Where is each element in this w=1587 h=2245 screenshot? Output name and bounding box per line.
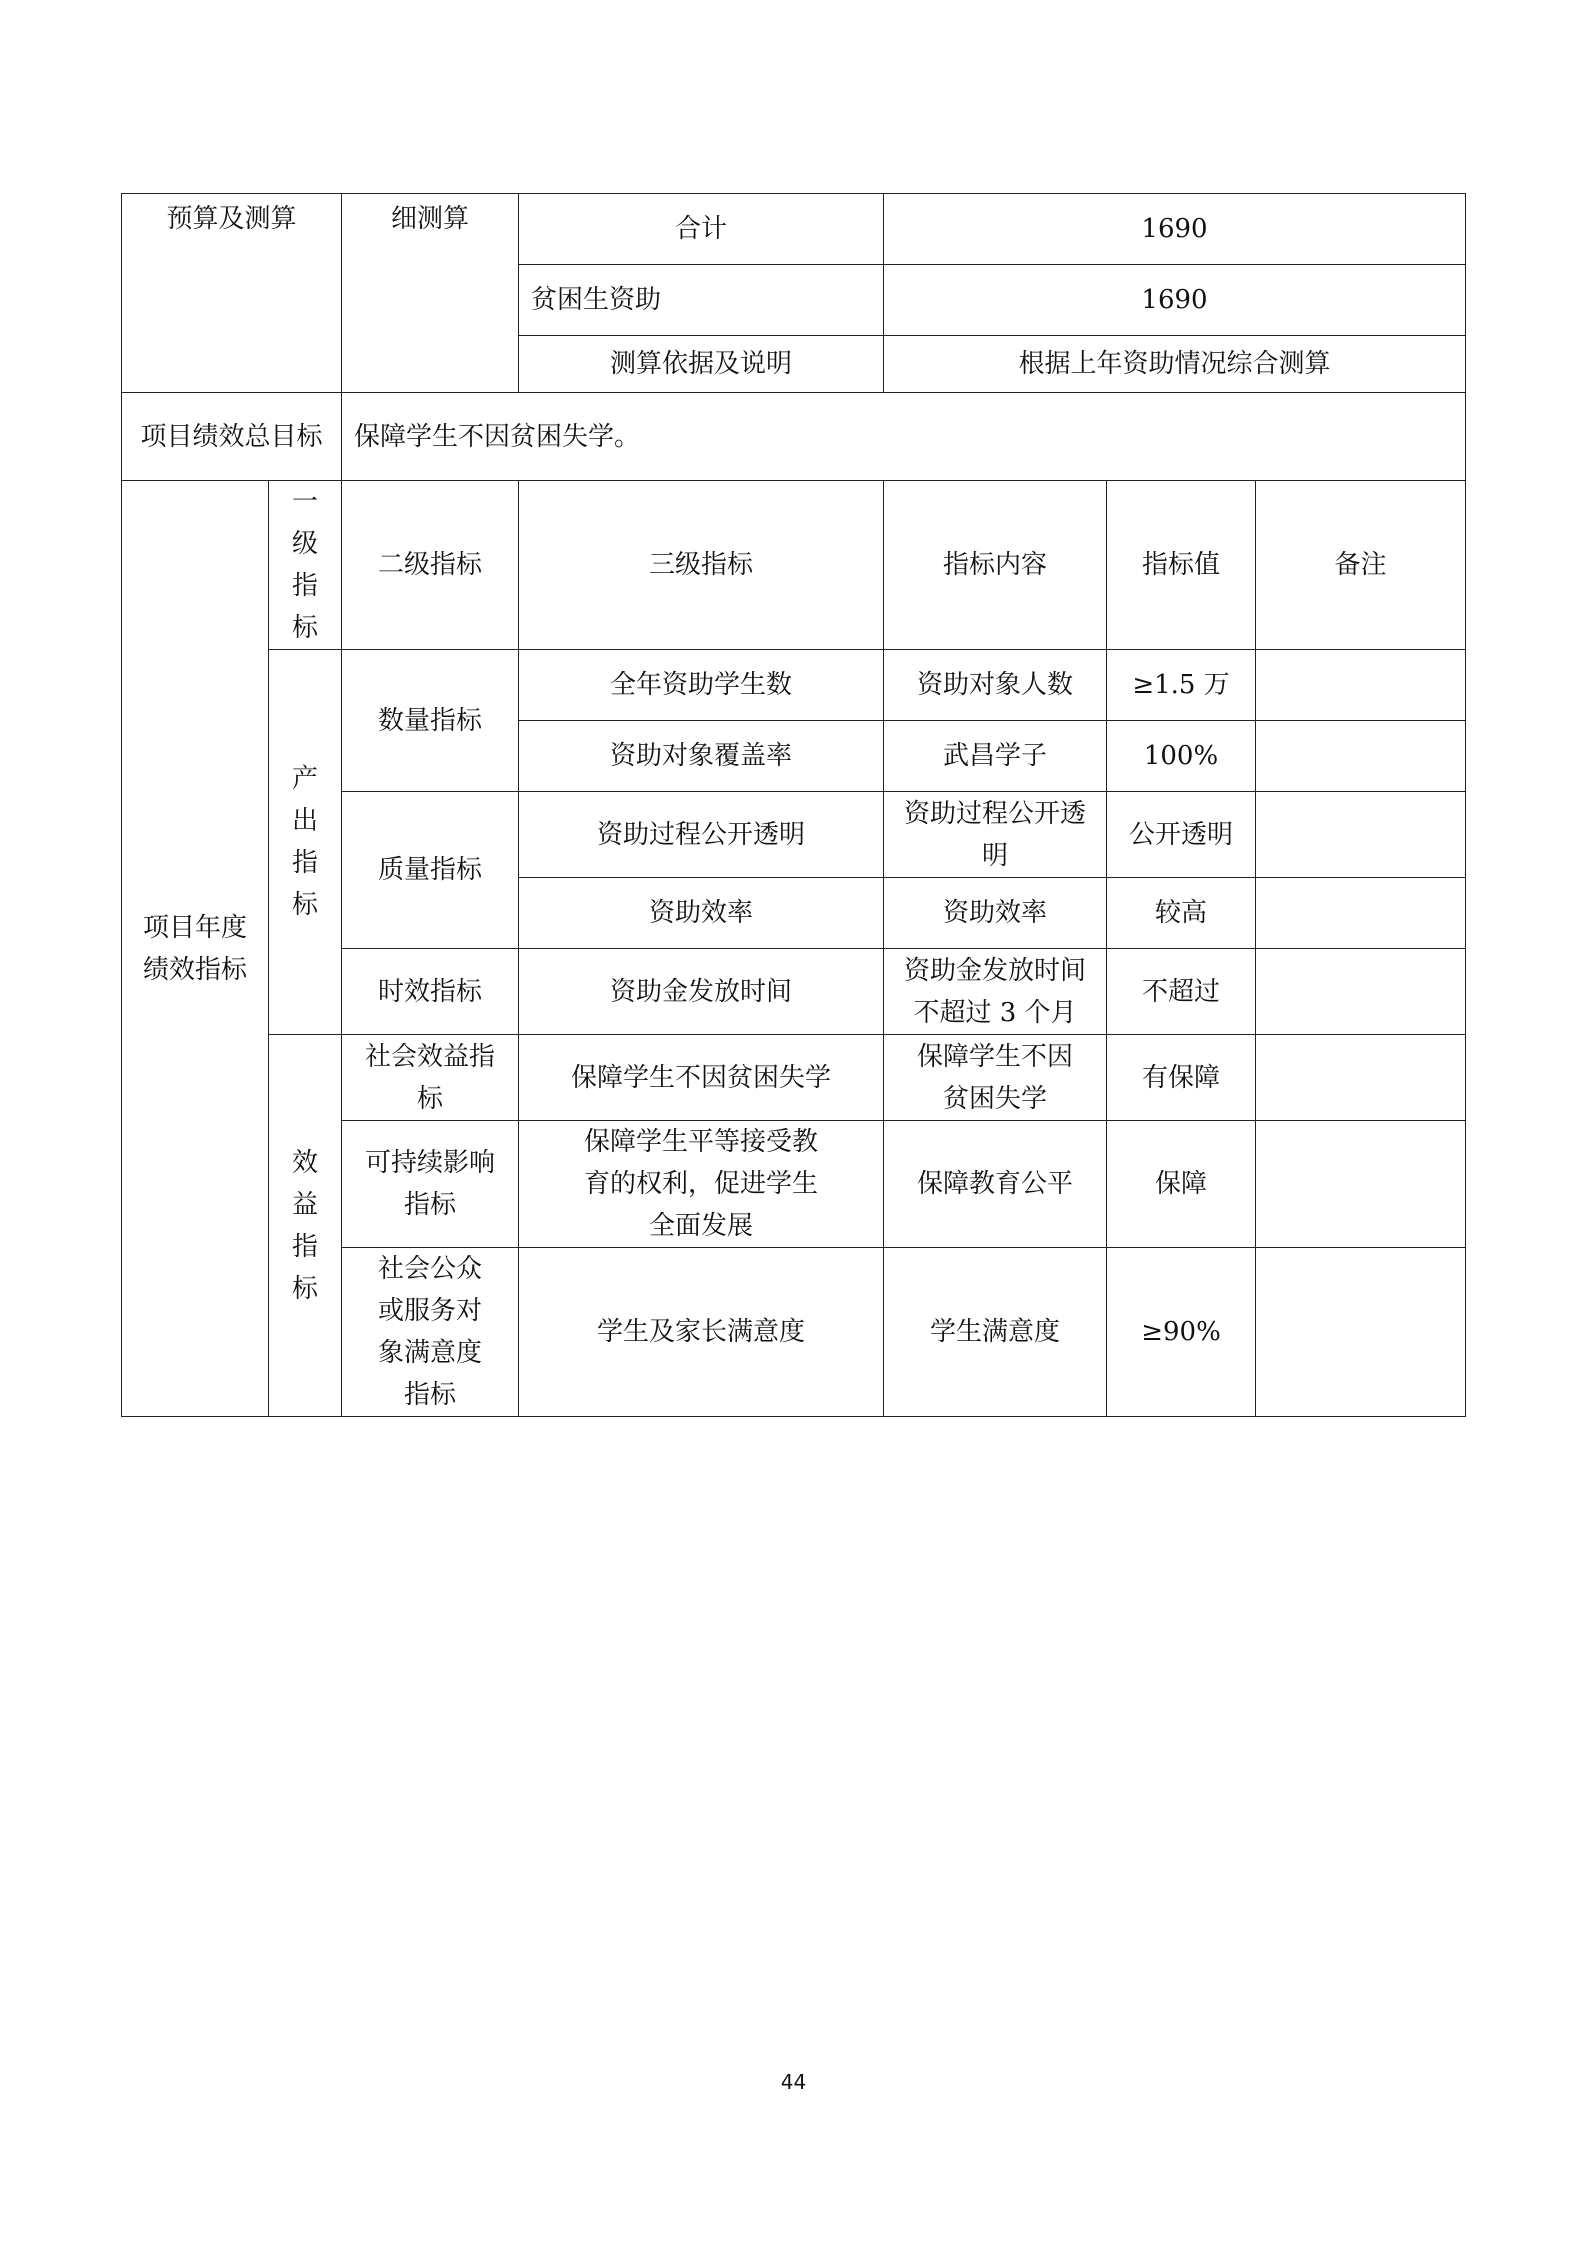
social-label-text: 社会效益指标 bbox=[365, 1041, 496, 1114]
indicators-section-label-text: 项目年度绩效指标 bbox=[142, 912, 247, 985]
quantity-label: 数量指标 bbox=[342, 650, 519, 792]
budget-item-label: 贫困生资助 bbox=[519, 265, 884, 336]
timeliness-row-value: 不超过 bbox=[1107, 949, 1256, 1035]
quality-row-1-content bbox=[884, 792, 1107, 878]
sustainable-level3 bbox=[519, 1121, 884, 1248]
quality-row-1-content-text: 资助过程公开透明 bbox=[904, 798, 1087, 871]
satisfaction-level3: 学生及家长满意度 bbox=[519, 1248, 884, 1417]
benefit-label-text: 效益指标 bbox=[291, 1147, 318, 1304]
header-value: 指标值 bbox=[1107, 481, 1256, 650]
quantity-row-1-level3: 全年资助学生数 bbox=[519, 650, 884, 721]
header-level1 bbox=[269, 481, 342, 650]
budget-header: 预算及测算 bbox=[122, 194, 342, 393]
quantity-row-2-content: 武昌学子 bbox=[884, 721, 1107, 792]
quantity-row-1-value: ≥1.5 万 bbox=[1107, 650, 1256, 721]
social-remark bbox=[1256, 1035, 1466, 1121]
social-level3: 保障学生不因贫困失学 bbox=[519, 1035, 884, 1121]
budget-total-label: 合计 bbox=[519, 194, 884, 265]
quality-row-2-remark bbox=[1256, 878, 1466, 949]
satisfaction-content: 学生满意度 bbox=[884, 1248, 1107, 1417]
satisfaction-remark bbox=[1256, 1248, 1466, 1417]
social-value: 有保障 bbox=[1107, 1035, 1256, 1121]
sustainable-content: 保障教育公平 bbox=[884, 1121, 1107, 1248]
quantity-row-1-content: 资助对象人数 bbox=[884, 650, 1107, 721]
sustainable-level3-text: 保障学生平等接受教育的权利，促进学生全面发展 bbox=[584, 1127, 819, 1241]
header-level1-text: 一级指标 bbox=[291, 487, 318, 643]
satisfaction-label-text: 社会公众或服务对象满意度指标 bbox=[378, 1254, 483, 1410]
sustainable-remark bbox=[1256, 1121, 1466, 1248]
output-label bbox=[269, 650, 342, 1035]
quality-row-1-level3: 资助过程公开透明 bbox=[519, 792, 884, 878]
quality-label: 质量指标 bbox=[342, 792, 519, 949]
satisfaction-label bbox=[342, 1248, 519, 1417]
header-level3: 三级指标 bbox=[519, 481, 884, 650]
timeliness-row-remark bbox=[1256, 949, 1466, 1035]
satisfaction-value: ≥90% bbox=[1107, 1248, 1256, 1417]
budget-total-value: 1690 bbox=[884, 194, 1466, 265]
budget-sub-header: 细测算 bbox=[342, 194, 519, 393]
performance-table bbox=[121, 193, 1466, 1417]
sustainable-label-text: 可持续影响指标 bbox=[365, 1148, 496, 1220]
budget-basis-label: 测算依据及说明 bbox=[519, 336, 884, 393]
quality-row-2-level3: 资助效率 bbox=[519, 878, 884, 949]
social-content-text: 保障学生不因贫困失学 bbox=[917, 1041, 1074, 1114]
social-label bbox=[342, 1035, 519, 1121]
social-content bbox=[884, 1035, 1107, 1121]
quantity-row-2-remark bbox=[1256, 721, 1466, 792]
page-number: 44 bbox=[780, 2070, 807, 2094]
quality-row-1-value: 公开透明 bbox=[1107, 792, 1256, 878]
timeliness-row-level3: 资助金发放时间 bbox=[519, 949, 884, 1035]
sustainable-value: 保障 bbox=[1107, 1121, 1256, 1248]
indicators-section-label bbox=[122, 481, 269, 1417]
timeliness-label: 时效指标 bbox=[342, 949, 519, 1035]
goal-text: 保障学生不因贫困失学。 bbox=[342, 393, 1466, 481]
quality-row-1-remark bbox=[1256, 792, 1466, 878]
goal-label: 项目绩效总目标 bbox=[122, 393, 342, 481]
header-level2: 二级指标 bbox=[342, 481, 519, 650]
output-label-text: 产出指标 bbox=[291, 764, 318, 920]
quality-row-2-value: 较高 bbox=[1107, 878, 1256, 949]
budget-basis-value: 根据上年资助情况综合测算 bbox=[884, 336, 1466, 393]
budget-item-value: 1690 bbox=[884, 265, 1466, 336]
timeliness-row-content-text: 资助金发放时间不超过 3 个月 bbox=[904, 955, 1087, 1028]
header-remark: 备注 bbox=[1256, 481, 1466, 650]
quantity-row-1-remark bbox=[1256, 650, 1466, 721]
quality-row-2-content: 资助效率 bbox=[884, 878, 1107, 949]
quantity-row-2-level3: 资助对象覆盖率 bbox=[519, 721, 884, 792]
quantity-row-2-value: 100% bbox=[1107, 721, 1256, 792]
benefit-label bbox=[269, 1035, 342, 1417]
header-content: 指标内容 bbox=[884, 481, 1107, 650]
timeliness-row-content bbox=[884, 949, 1107, 1035]
sustainable-label bbox=[342, 1121, 519, 1248]
